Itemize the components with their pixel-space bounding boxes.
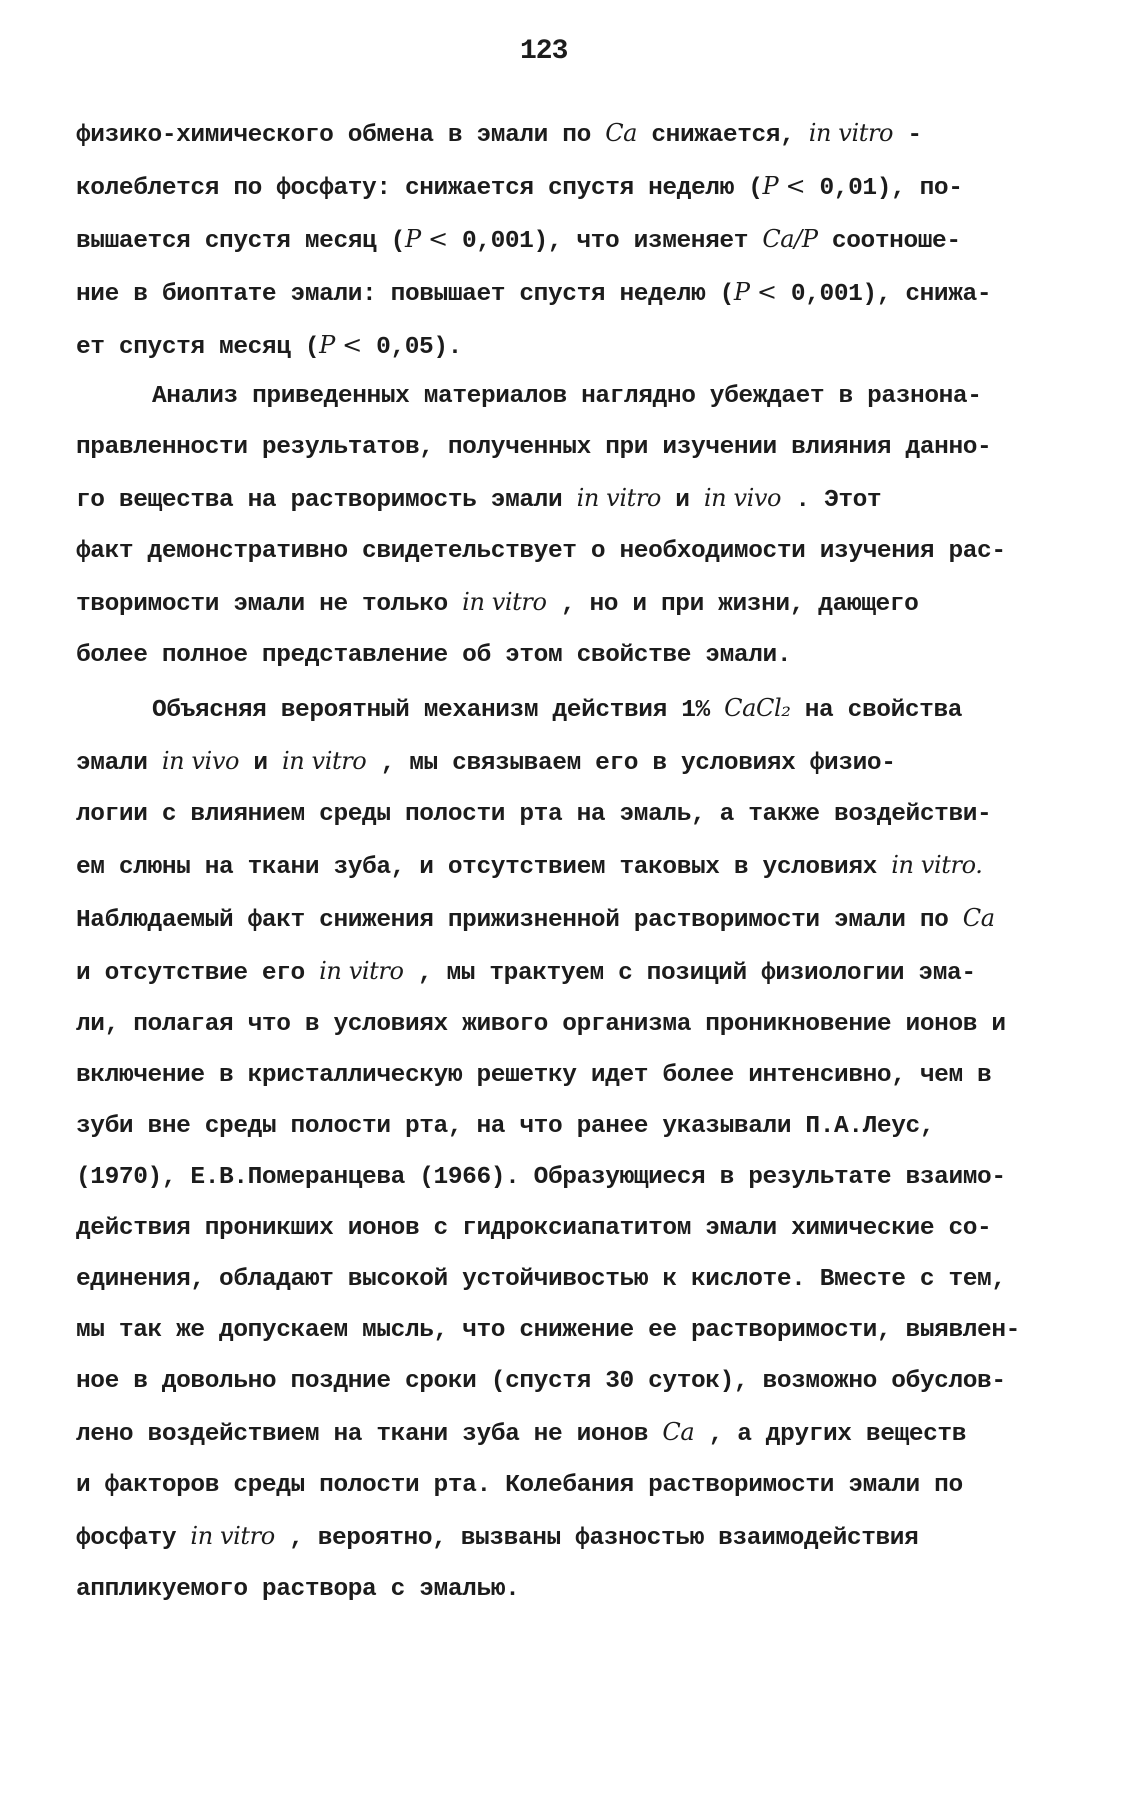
handwritten-insert: Ca/P (762, 225, 818, 253)
handwritten-insert: in vitro (281, 747, 367, 775)
typed-text: - (893, 122, 922, 149)
text-line (76, 999, 1122, 1050)
handwritten-insert: in vitro (576, 484, 661, 512)
text-line (76, 161, 1122, 214)
handwritten-insert: in vitro (319, 957, 404, 985)
text-line (76, 1407, 1122, 1460)
typed-text: и отсутствие его (76, 960, 320, 987)
typed-text: , мы трактуем с позиций физиологии эма- (403, 960, 976, 987)
handwritten-insert: in vitro (808, 119, 894, 147)
text-line (76, 1356, 1122, 1407)
typed-text: эмали (76, 750, 162, 777)
typed-text: единения, обладают высокой устойчивостью к кислоте. Вместе с тем, (76, 1266, 1006, 1293)
typed-text: колеблется по фосфату: снижается спустя неделю ( (76, 175, 763, 202)
typed-text: , но и при жизни, дающего (546, 591, 919, 618)
typed-text: го вещества на растворимость эмали (76, 487, 577, 514)
typed-text: и (660, 487, 704, 514)
typed-text: 0,001), снижа- (776, 281, 992, 308)
typed-text: аппликуемого раствора с эмалью. (76, 1576, 520, 1603)
text-line (76, 577, 1122, 630)
typed-text: ет спустя месяц ( (76, 334, 320, 361)
typed-text: 0,001), что изменяет (447, 228, 763, 255)
typed-text: Объясняя вероятный механизм действия 1% (152, 697, 725, 724)
text-line (76, 789, 1122, 840)
typed-text: более полное представление об этом свойстве эмали. (76, 642, 792, 669)
typed-text: правленности результатов, полученных при изучении влияния данно- (76, 434, 992, 461)
typed-text: снижается, (637, 122, 809, 149)
typed-text: включение в кристаллическую решетку идет более интенсивно, чем в (76, 1062, 992, 1089)
typed-text: . Этот (781, 487, 882, 514)
handwritten-insert: in vivo (703, 484, 782, 512)
typed-text: факт демонстративно свидетельствует о необходимости изучения рас- (76, 538, 1006, 565)
text-line (76, 1511, 1122, 1564)
text-line (76, 630, 1122, 681)
typed-text: логии с влиянием среды полости рта на эмаль, а также воздействи- (76, 801, 992, 828)
text-line (76, 840, 1122, 893)
typed-text: и (239, 750, 282, 777)
text-line (76, 473, 1122, 526)
typed-text: ли, полагая что в условиях живого организма проникновение ионов и (76, 1011, 1006, 1038)
typed-text: , а других веществ (694, 1421, 967, 1448)
typed-text: действия проникших ионов с гидроксиапатитом эмали химические со- (76, 1215, 992, 1242)
text-line (76, 320, 1122, 373)
typed-text: ное в довольно поздние сроки (спустя 30 суток), возможно обуслов- (76, 1368, 1006, 1395)
typed-text: мы так же допускаем мысль, что снижение ее растворимости, выявлен- (76, 1317, 1020, 1344)
typed-text: ние в биоптате эмали: повышает спустя неделю ( (76, 281, 734, 308)
handwritten-insert: P < (762, 172, 806, 200)
handwritten-insert: P < (404, 225, 448, 253)
text-line (76, 1305, 1122, 1356)
text-line (76, 1101, 1122, 1152)
handwritten-insert: Ca (962, 904, 995, 932)
typed-text: Анализ приведенных материалов наглядно убеждает в разнона- (152, 383, 982, 410)
handwritten-insert: Ca (605, 119, 638, 147)
text-line (76, 108, 1122, 161)
typed-text: на свойства (790, 697, 963, 724)
paragraph-2 (76, 371, 1122, 681)
typed-text: физико-химического обмена в эмали по (76, 122, 606, 149)
typed-text: 0,01), по- (805, 175, 963, 202)
text-line (76, 736, 1122, 789)
text-line (76, 1050, 1122, 1101)
typed-text: зуби вне среды полости рта, на что ранее указывали П.А.Леус, (76, 1113, 935, 1140)
typed-text: творимости эмали не только (76, 591, 463, 618)
paragraph-3 (76, 683, 1122, 1615)
handwritten-insert: Ca (662, 1418, 695, 1446)
typed-text: , вероятно, вызваны фазностью взаимодействия (274, 1525, 919, 1552)
text-line (76, 946, 1122, 999)
typed-text: вышается спустя месяц ( (76, 228, 405, 255)
text-line (76, 1564, 1122, 1615)
paragraph-1 (76, 108, 1122, 373)
typed-text: Наблюдаемый факт снижения прижизненной растворимости эмали по (76, 907, 963, 934)
handwritten-insert: P < (319, 331, 362, 359)
text-line (76, 526, 1122, 577)
page-number: 123 (520, 36, 568, 67)
handwritten-insert: in vitro. (891, 851, 983, 879)
text-line (76, 267, 1122, 320)
typed-text: соотноше- (817, 228, 961, 255)
typed-text: лено воздействием на ткани зуба не ионов (76, 1421, 663, 1448)
typed-text: (1970), Е.В.Померанцева (1966). Образующиеся в результате взаимо- (76, 1164, 1006, 1191)
typed-text: , мы связываем его в условиях физио- (366, 750, 896, 777)
handwritten-insert: in vitro (190, 1522, 275, 1550)
typed-text: фосфату (76, 1525, 191, 1552)
text-line (76, 683, 1122, 736)
handwritten-insert: in vivo (161, 747, 240, 775)
typed-text: ем слюны на ткани зуба, и отсутствием таковых в условиях (76, 854, 892, 881)
text-line (76, 1152, 1122, 1203)
text-line (76, 893, 1122, 946)
text-line (76, 1460, 1122, 1511)
handwritten-insert: CaCl₂ (724, 694, 791, 722)
handwritten-insert: P < (733, 278, 777, 306)
text-line (76, 214, 1122, 267)
text-line (76, 1203, 1122, 1254)
handwritten-insert: in vitro (462, 588, 547, 616)
text-line (76, 371, 1122, 422)
typed-text: 0,05). (361, 334, 462, 361)
text-line (76, 422, 1122, 473)
typed-text: и факторов среды полости рта. Колебания растворимости эмали по (76, 1472, 963, 1499)
text-line (76, 1254, 1122, 1305)
